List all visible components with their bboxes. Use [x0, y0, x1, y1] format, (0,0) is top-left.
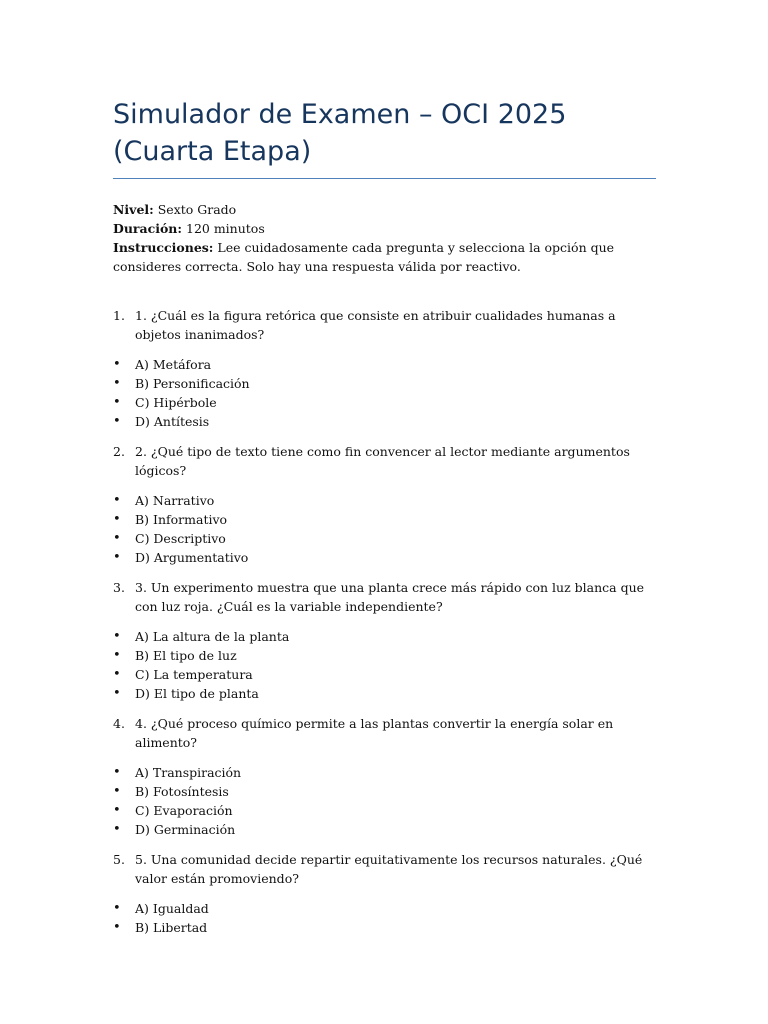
- question-number: 5.: [113, 852, 125, 867]
- option-item: [113, 684, 656, 703]
- option-text: A) Igualdad: [135, 901, 209, 916]
- nivel-value: Sexto Grado: [153, 202, 237, 217]
- bullet-icon: •: [113, 822, 121, 837]
- bullet-icon: •: [113, 493, 121, 508]
- option-text: D) El tipo de planta: [135, 686, 259, 701]
- document-title: [113, 96, 656, 179]
- question-item: [113, 578, 656, 616]
- option-text: B) Informativo: [135, 512, 228, 527]
- question-number: 3.: [113, 580, 125, 595]
- option-text: B) Personificación: [135, 376, 250, 391]
- option-text: A) Narrativo: [135, 493, 215, 508]
- bullet-icon: •: [113, 550, 121, 565]
- option-text: D) Argumentativo: [135, 550, 249, 565]
- exam-info: [113, 200, 656, 276]
- bullet-icon: •: [113, 512, 121, 527]
- question-item: [113, 714, 656, 752]
- duracion-value: 120 minutos: [182, 221, 265, 236]
- option-list: [113, 763, 656, 839]
- option-item: [113, 801, 656, 820]
- title-line-2: (Cuarta Etapa): [113, 136, 312, 167]
- option-text: B) Fotosíntesis: [135, 784, 229, 799]
- question-item: [113, 442, 656, 480]
- option-item: [113, 646, 656, 665]
- option-item: [113, 782, 656, 801]
- duracion-label: Duración:: [113, 221, 183, 236]
- option-text: C) Descriptivo: [135, 531, 226, 546]
- option-text: A) Metáfora: [135, 357, 212, 372]
- option-item: [113, 355, 656, 374]
- option-text: C) Hipérbole: [135, 395, 217, 410]
- bullet-icon: •: [113, 395, 121, 410]
- bullet-icon: •: [113, 648, 121, 663]
- bullet-icon: •: [113, 376, 121, 391]
- question-number: 2.: [113, 444, 125, 459]
- option-item: [113, 899, 656, 918]
- option-text: D) Germinación: [135, 822, 236, 837]
- document-page: [113, 96, 656, 948]
- option-item: [113, 627, 656, 646]
- nivel-label: Nivel:: [113, 202, 154, 217]
- option-item: [113, 529, 656, 548]
- option-text: B) Libertad: [135, 920, 208, 935]
- bullet-icon: •: [113, 414, 121, 429]
- question-list: [113, 306, 656, 937]
- bullet-icon: •: [113, 531, 121, 546]
- duracion-line: [113, 219, 656, 238]
- option-item: [113, 918, 656, 937]
- bullet-icon: •: [113, 901, 121, 916]
- bullet-icon: •: [113, 686, 121, 701]
- option-list: [113, 627, 656, 703]
- bullet-icon: •: [113, 803, 121, 818]
- bullet-icon: •: [113, 765, 121, 780]
- option-item: [113, 412, 656, 431]
- option-list: [113, 899, 656, 937]
- option-text: A) La altura de la planta: [135, 629, 290, 644]
- option-list: [113, 491, 656, 567]
- bullet-icon: •: [113, 357, 121, 372]
- nivel-line: [113, 200, 656, 219]
- question-text: 3. Un experimento muestra que una planta crece más rápido con luz blanca que con luz roja. ¿Cuál es la variable independiente?: [135, 580, 645, 614]
- bullet-icon: •: [113, 629, 121, 644]
- question-number: 1.: [113, 308, 125, 323]
- option-item: [113, 548, 656, 567]
- option-item: [113, 665, 656, 684]
- option-list: [113, 355, 656, 431]
- question-item: [113, 850, 656, 888]
- option-item: [113, 491, 656, 510]
- instrucciones-value: Lee cuidadosamente cada pregunta y selecciona la opción que consideres correcta. Solo hay una respuesta válida por reactivo.: [113, 240, 615, 274]
- option-text: B) El tipo de luz: [135, 648, 237, 663]
- option-item: [113, 374, 656, 393]
- option-item: [113, 393, 656, 412]
- option-item: [113, 763, 656, 782]
- question-text: 5. Una comunidad decide repartir equitativamente los recursos naturales. ¿Qué valor están promoviendo?: [135, 852, 643, 886]
- option-text: D) Antítesis: [135, 414, 210, 429]
- instrucciones-line: [113, 238, 656, 276]
- question-number: 4.: [113, 716, 125, 731]
- question-item: [113, 306, 656, 344]
- option-item: [113, 820, 656, 839]
- bullet-icon: •: [113, 784, 121, 799]
- option-text: C) Evaporación: [135, 803, 233, 818]
- question-text: 2. ¿Qué tipo de texto tiene como fin convencer al lector mediante argumentos lógicos?: [135, 444, 630, 478]
- question-text: 1. ¿Cuál es la figura retórica que consiste en atribuir cualidades humanas a objetos inanimados?: [135, 308, 616, 342]
- bullet-icon: •: [113, 920, 121, 935]
- option-text: C) La temperatura: [135, 667, 253, 682]
- question-text: 4. ¿Qué proceso químico permite a las plantas convertir la energía solar en alimento?: [135, 716, 614, 750]
- bullet-icon: •: [113, 667, 121, 682]
- instrucciones-label: Instrucciones:: [113, 240, 214, 255]
- option-item: [113, 510, 656, 529]
- title-line-1: Simulador de Examen – OCI 2025: [113, 99, 567, 130]
- option-text: A) Transpiración: [135, 765, 242, 780]
